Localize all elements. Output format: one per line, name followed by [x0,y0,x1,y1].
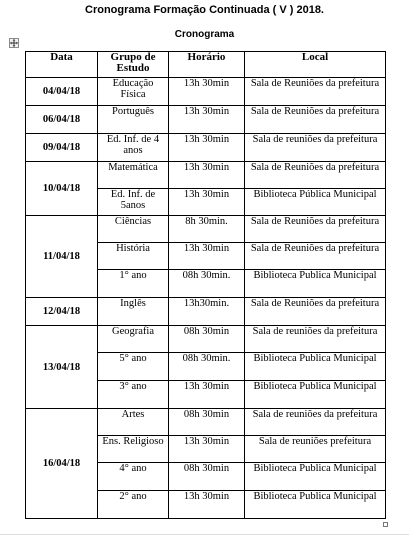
time-cell: 13h 30min [169,381,245,409]
time-cell: 08h 30min [169,326,245,353]
group-cell: Ciências [98,216,169,243]
time-cell: 13h 30min [169,162,245,189]
time-cell: 08h 30min [169,409,245,436]
time-cell: 13h 30min [169,134,245,162]
group-cell: Inglês [98,298,169,326]
header-location: Local [245,52,386,78]
table-row [26,409,386,436]
location-cell: Sala de Reuniões da prefeitura [245,243,386,270]
document-subtitle: Cronograma [174,29,235,40]
location-cell: Sala de Reuniões da prefeitura [245,106,386,134]
time-cell: 13h 30min [169,436,245,463]
page-edge-divider [0,534,409,535]
time-cell: 13h30min. [169,298,245,326]
group-cell: 3° ano [98,381,169,409]
location-cell: Sala de reuniões da prefeitura [245,134,386,162]
date-cell: 16/04/18 [26,409,98,519]
location-cell: Sala de Reuniões da prefeitura [245,216,386,243]
time-cell: 13h 30min [169,78,245,106]
location-cell: Biblioteca Publica Municipal [245,491,386,519]
table-row [26,162,386,189]
group-cell: Geografia [98,326,169,353]
date-cell: 04/04/18 [26,78,98,106]
time-cell: 08h 30min [169,463,245,491]
location-cell: Sala de Reuniões da prefeitura [245,78,386,106]
table-row [26,134,386,162]
location-cell: Sala de reuniões da prefeitura [245,409,386,436]
date-cell: 09/04/18 [26,134,98,162]
header-time: Horário [169,52,245,78]
location-cell: Sala de Reuniões da prefeitura [245,298,386,326]
date-cell: 06/04/18 [26,106,98,134]
group-cell: 2° ano [98,491,169,519]
group-cell: Educação Física [98,78,169,106]
table-header-row [26,52,386,78]
date-cell: 11/04/18 [26,216,98,298]
time-cell: 8h 30min. [169,216,245,243]
table-row [26,326,386,353]
table-row [26,78,386,106]
date-cell: 10/04/18 [26,162,98,216]
table-row [26,298,386,326]
group-cell: Matemática [98,162,169,189]
group-cell: Ed. Inf. de 5anos [98,189,169,216]
location-cell: Biblioteca Publica Municipal [245,353,386,381]
group-cell: Ed. Inf. de 4 anos [98,134,169,162]
group-cell: 5° ano [98,353,169,381]
location-cell: Biblioteca Publica Municipal [245,463,386,491]
document-title: Cronograma Formação Continuada ( V ) 2018. [85,4,324,16]
time-cell: 08h 30min. [169,270,245,298]
group-cell: Artes [98,409,169,436]
date-cell: 13/04/18 [26,326,98,409]
date-cell: 12/04/18 [26,298,98,326]
group-cell: 1° ano [98,270,169,298]
location-cell: Biblioteca Publica Municipal [245,270,386,298]
schedule-table [25,51,386,519]
header-date: Data [26,52,98,78]
time-cell: 13h 30min [169,106,245,134]
time-cell: 13h 30min [169,491,245,519]
time-cell: 08h 30min. [169,353,245,381]
table-resize-handle[interactable] [383,522,388,527]
time-cell: 13h 30min [169,243,245,270]
group-cell: História [98,243,169,270]
location-cell: Biblioteca Publica Municipal [245,381,386,409]
location-cell: Sala de reuniões prefeitura [245,436,386,463]
location-cell: Sala de reuniões da prefeitura [245,326,386,353]
group-cell: Ens. Religioso [98,436,169,463]
group-cell: 4° ano [98,463,169,491]
table-row [26,106,386,134]
time-cell: 13h 30min [169,189,245,216]
table-row [26,216,386,243]
location-cell: Biblioteca Pública Municipal [245,189,386,216]
group-cell: Português [98,106,169,134]
header-study-group: Grupo de Estudo [98,52,169,78]
location-cell: Sala de Reuniões da prefeitura [245,162,386,189]
